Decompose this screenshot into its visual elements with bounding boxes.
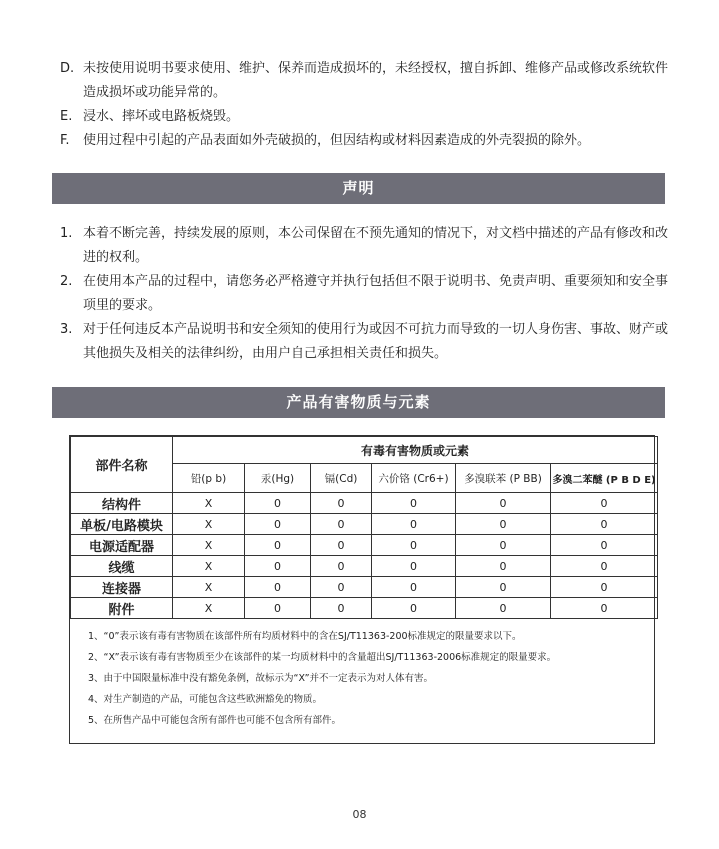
item-marker: D. — [60, 61, 75, 76]
warranty-item-f — [60, 129, 670, 153]
hazard-table-box — [69, 435, 655, 744]
table-row — [71, 577, 658, 598]
table-cell: 0 — [372, 535, 456, 556]
hazard-table — [70, 436, 658, 619]
item-text: 使用过程中引起的产品表面如外壳破损的，但因结构或材料因素造成的外壳裂损的除外。 — [83, 133, 591, 148]
item-text: 在使用本产品的过程中，请您务必严格遵守并执行包括但不限于说明书、免责声明、重要须知和安全事项里的要求。 — [83, 274, 669, 313]
item-marker: F. — [60, 133, 70, 148]
table-cell: 0 — [311, 577, 372, 598]
table-cell: 0 — [551, 493, 658, 514]
table-cell: 0 — [311, 493, 372, 514]
statement-item-1 — [60, 222, 670, 270]
item-marker: 2. — [60, 274, 73, 289]
part-name: 连接器 — [71, 577, 173, 598]
table-note: 2、“X”表示该有毒有害物质至少在该部件的某一均质材料中的含量超出SJ/T11363-2006标准规定的限量要求。 — [88, 652, 557, 663]
item-text: 对于任何违反本产品说明书和安全须知的使用行为或因不可抗力而导致的一切人身伤害、事故、财产或其他损失及相关的法律纠纷，由用户自己承担相关责任和损失。 — [83, 322, 669, 361]
part-name: 电源适配器 — [71, 535, 173, 556]
table-note: 1、“0”表示该有毒有害物质在该部件所有均质材料中的含在SJ/T11363-200标准规定的限量要求以下。 — [88, 631, 522, 642]
table-cell: 0 — [311, 598, 372, 619]
table-notes — [88, 626, 556, 731]
warranty-item-e — [60, 105, 670, 129]
table-cell: 0 — [245, 514, 311, 535]
page-number: 08 — [352, 808, 367, 821]
table-note: 3、由于中国限量标准中没有豁免条例，故标示为“X”并不一定表示为对人体有害。 — [88, 673, 434, 684]
table-cell: 0 — [551, 598, 658, 619]
statement-item-3 — [60, 318, 670, 366]
table-cell: X — [173, 556, 245, 577]
item-text: 未按使用说明书要求使用、维护、保养而造成损坏的，未经授权，擅自拆卸、维修产品或修改系统软件造成损坏或功能异常的。 — [83, 61, 669, 100]
table-row — [71, 514, 658, 535]
part-name: 结构件 — [71, 493, 173, 514]
table-row — [71, 556, 658, 577]
substance-group-header: 有毒有害物质或元素 — [173, 437, 658, 464]
table-cell: 0 — [245, 535, 311, 556]
table-cell: 0 — [245, 556, 311, 577]
table-cell: 0 — [551, 514, 658, 535]
part-name: 线缆 — [71, 556, 173, 577]
part-name: 附件 — [71, 598, 173, 619]
table-cell: 0 — [311, 535, 372, 556]
warranty-item-d — [60, 57, 670, 105]
table-cell: 0 — [311, 556, 372, 577]
table-cell: 0 — [372, 556, 456, 577]
substance-header: 六价铬 (Cr6+) — [372, 464, 456, 493]
table-cell: 0 — [551, 577, 658, 598]
component-header: 部件名称 — [71, 437, 173, 493]
table-cell: X — [173, 535, 245, 556]
table-note: 4、对生产制造的产品，可能包含这些欧洲豁免的物质。 — [88, 694, 323, 705]
item-marker: E. — [60, 109, 73, 124]
table-cell: X — [173, 493, 245, 514]
table-cell: 0 — [456, 598, 551, 619]
table-cell: 0 — [245, 493, 311, 514]
table-cell: 0 — [311, 514, 372, 535]
table-cell: 0 — [245, 577, 311, 598]
table-cell: 0 — [456, 556, 551, 577]
statement-heading: 声明 — [52, 173, 665, 204]
table-cell: X — [173, 514, 245, 535]
hazard-heading: 产品有害物质与元素 — [52, 387, 665, 418]
table-cell: X — [173, 577, 245, 598]
table-cell: 0 — [372, 577, 456, 598]
table-cell: 0 — [245, 598, 311, 619]
table-cell: 0 — [456, 493, 551, 514]
substance-header: 多溴联苯 (P BB) — [456, 464, 551, 493]
table-cell: 0 — [456, 577, 551, 598]
table-row — [71, 535, 658, 556]
table-cell: 0 — [456, 514, 551, 535]
substance-header: 汞(Hg) — [245, 464, 311, 493]
substance-header: 多溴二苯醚 (P B D E) — [551, 464, 658, 493]
table-cell: 0 — [551, 556, 658, 577]
substance-header: 镉(Cd) — [311, 464, 372, 493]
table-cell: 0 — [372, 514, 456, 535]
table-cell: 0 — [551, 535, 658, 556]
item-marker: 1. — [60, 226, 73, 241]
statement-item-2 — [60, 270, 670, 318]
table-cell: X — [173, 598, 245, 619]
table-cell: 0 — [372, 493, 456, 514]
table-cell: 0 — [372, 598, 456, 619]
table-note: 5、在所售产品中可能包含所有部件也可能不包含所有部件。 — [88, 715, 342, 726]
part-name: 单板/电路模块 — [71, 514, 173, 535]
table-row — [71, 493, 658, 514]
table-cell: 0 — [456, 535, 551, 556]
table-row — [71, 598, 658, 619]
substance-header: 铅(p b) — [173, 464, 245, 493]
item-text: 本着不断完善，持续发展的原则，本公司保留在不预先通知的情况下，对文档中描述的产品有修改和改进的权利。 — [83, 226, 669, 265]
item-text: 浸水、摔坏或电路板烧毁。 — [83, 109, 240, 124]
item-marker: 3. — [60, 322, 73, 337]
